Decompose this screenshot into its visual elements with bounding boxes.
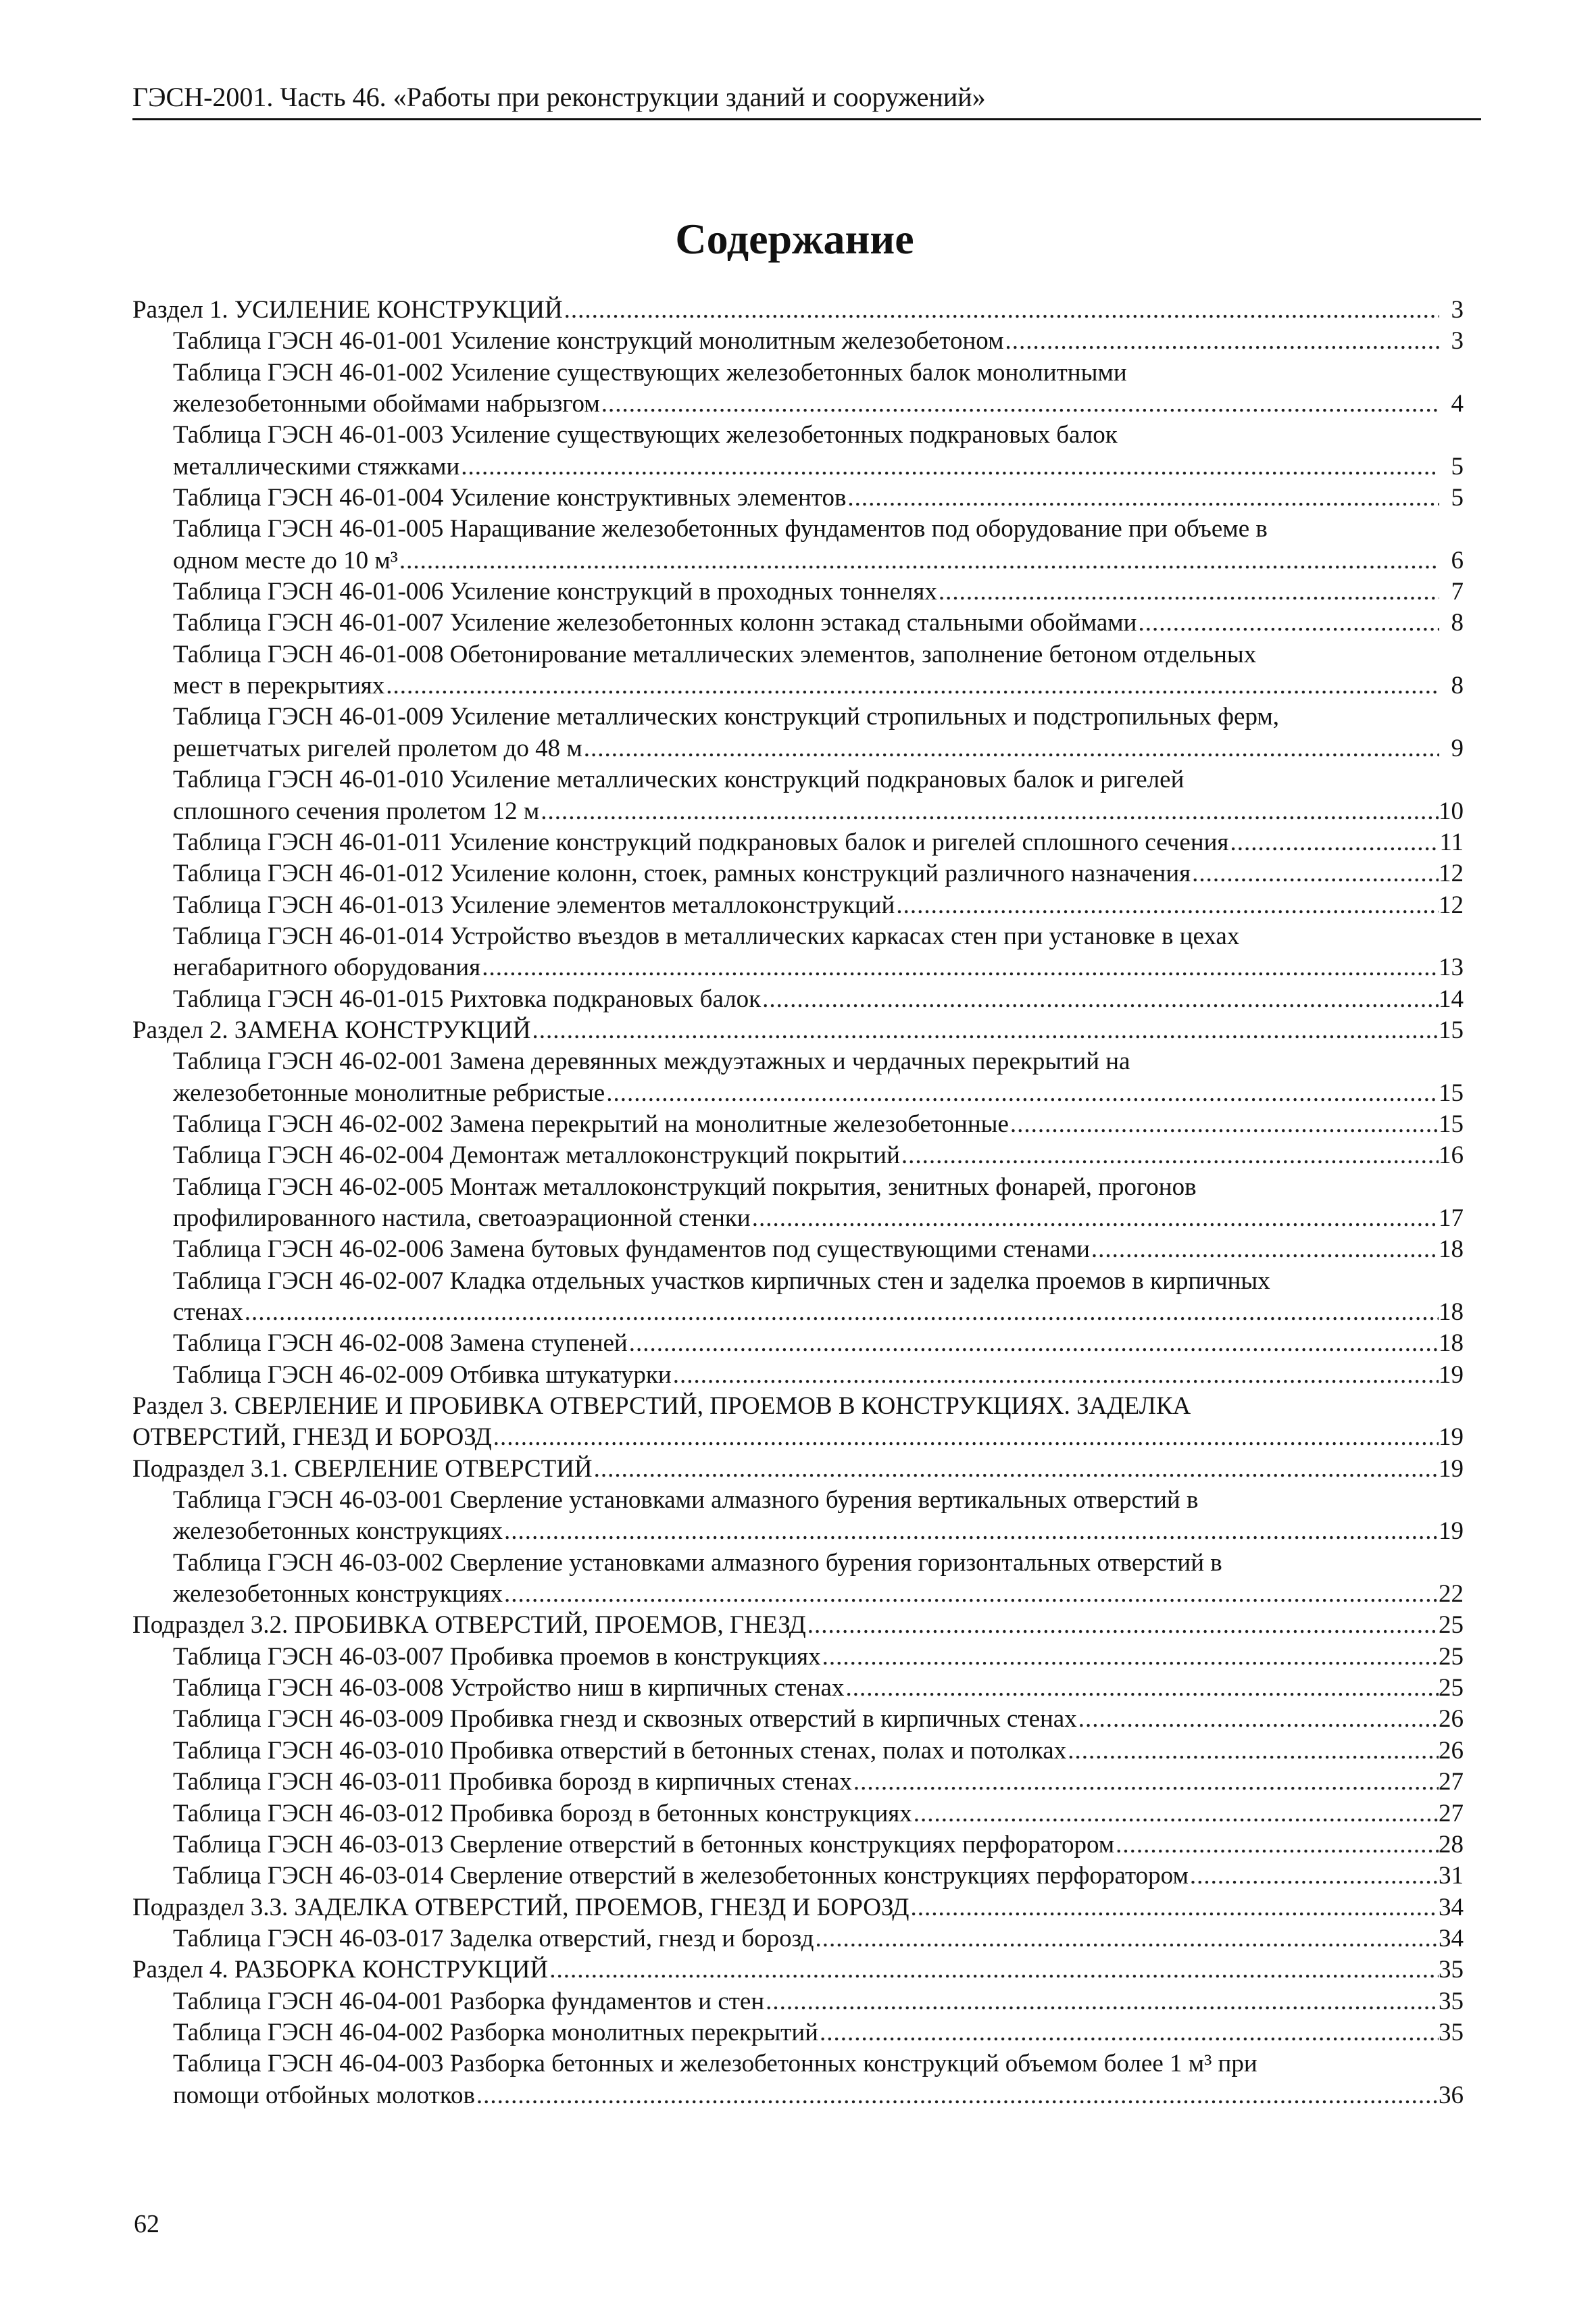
dot-leader [1090, 1234, 1439, 1265]
toc-entry-title: Таблица ГЭСН 46-03-017 Заделка отверстий, гнезд и борозд [173, 1924, 814, 1952]
toc-entry-line [132, 1610, 1464, 1641]
toc-entry-line [173, 796, 1464, 827]
toc-page-number: 15 [1439, 1079, 1464, 1107]
toc-table-entry[interactable] [132, 1234, 1464, 1265]
toc-entry-title: Подраздел 3.2. ПРОБИВКА ОТВЕРСТИЙ, ПРОЕМОВ, ГНЕЗД [132, 1611, 806, 1640]
toc-page-number: 8 [1451, 609, 1464, 637]
toc-entry-title: Таблица ГЭСН 46-01-002 Усиление существующих железобетонных балок монолитными [173, 358, 1127, 387]
toc-entry-line [173, 1203, 1464, 1234]
dot-leader [846, 483, 1439, 514]
toc-page-number: 8 [1451, 672, 1464, 700]
toc-entry-title: негабаритного оборудования [173, 954, 481, 982]
toc-entry-line [173, 326, 1464, 357]
toc-section-entry[interactable] [132, 1954, 1464, 1986]
toc-table-entry[interactable] [132, 1548, 1464, 1610]
dot-leader [398, 545, 1439, 576]
toc-section-entry[interactable] [132, 1892, 1464, 1923]
toc-page-number: 11 [1439, 828, 1464, 856]
dot-leader [764, 1986, 1439, 2017]
toc-page-number: 35 [1439, 1987, 1464, 2015]
dot-leader [895, 890, 1439, 921]
toc-entry-title: Таблица ГЭСН 46-01-006 Усиление конструкций в проходных тоннелях [173, 578, 937, 606]
toc-page-number: 5 [1451, 484, 1464, 512]
dot-leader [475, 2080, 1439, 2111]
dot-leader [852, 1767, 1439, 1798]
toc-table-entry[interactable] [132, 483, 1464, 514]
toc-page-number: 14 [1439, 985, 1464, 1013]
toc-entry-title: Таблица ГЭСН 46-01-004 Усиление конструктивных элементов [173, 484, 847, 512]
toc-page-number: 5 [1451, 452, 1464, 481]
toc-section-entry[interactable] [132, 1015, 1464, 1046]
toc-entry-line [173, 2017, 1464, 2048]
toc-entry-line [173, 420, 1464, 451]
toc-table-entry[interactable] [132, 1861, 1464, 1892]
toc-entry-title: Таблица ГЭСН 46-02-001 Замена деревянных междуэтажных и чердачных перекрытий на [173, 1048, 1130, 1076]
dot-leader [814, 1923, 1439, 1954]
toc-page-number: 3 [1451, 296, 1464, 324]
toc-table-entry[interactable] [132, 984, 1464, 1015]
toc-entry-title: Таблица ГЭСН 46-03-008 Устройство ниш в кирпичных стенах [173, 1674, 845, 1702]
toc-entry-title: помощи отбойных молотков [173, 2081, 475, 2109]
toc-page-number: 18 [1439, 1329, 1464, 1358]
dot-leader [243, 1297, 1439, 1328]
dot-leader [605, 1078, 1439, 1109]
toc-table-entry[interactable] [132, 1829, 1464, 1861]
toc-entry-title: Раздел 4. РАЗБОРКА КОНСТРУКЦИЙ [132, 1956, 549, 1984]
toc-entry-title: Таблица ГЭСН 46-03-009 Пробивка гнезд и сквозных отверстий в кирпичных стенах [173, 1705, 1077, 1733]
toc-entry-line [173, 984, 1464, 1015]
toc-page-number: 3 [1451, 327, 1464, 355]
toc-entry-line [173, 890, 1464, 921]
toc-entry-line [173, 1861, 1464, 1892]
toc-entry-line [173, 1140, 1464, 1171]
toc-entry-title: Таблица ГЭСН 46-03-012 Пробивка борозд в бетонных конструкциях [173, 1799, 912, 1827]
toc-entry-title: Таблица ГЭСН 46-01-003 Усиление существующих железобетонных подкрановых балок [173, 421, 1118, 449]
toc-entry-title: Таблица ГЭСН 46-03-007 Пробивка проемов в конструкциях [173, 1642, 821, 1671]
toc-entry-title: решетчатых ригелей пролетом до 48 м [173, 734, 582, 762]
toc-table-entry[interactable] [132, 1485, 1464, 1548]
toc-table-entry[interactable] [132, 1767, 1464, 1798]
toc-page-number: 19 [1439, 1454, 1464, 1483]
toc-entry-title: Подраздел 3.1. СВЕРЛЕНИЕ ОТВЕРСТИЙ [132, 1454, 593, 1483]
dot-leader [600, 389, 1439, 420]
toc-page-number: 28 [1439, 1830, 1464, 1858]
toc-table-entry[interactable] [132, 1642, 1464, 1673]
toc-entry-title: Таблица ГЭСН 46-01-013 Усиление элементов металлоконструкций [173, 891, 895, 919]
toc-entry-title: ОТВЕРСТИЙ, ГНЕЗД И БОРОЗД [132, 1423, 492, 1452]
toc-page-number: 27 [1439, 1799, 1464, 1827]
toc-entry-line [173, 827, 1464, 858]
toc-table-entry[interactable] [132, 514, 1464, 576]
toc-entry-line [173, 1297, 1464, 1328]
toc-section-entry[interactable] [132, 1610, 1464, 1641]
toc-entry-line [173, 1172, 1464, 1203]
toc-page-number: 27 [1439, 1768, 1464, 1796]
toc-entry-title: мест в перекрытиях [173, 672, 385, 700]
toc-entry-line [173, 1046, 1464, 1077]
running-header: ГЭСН-2001. Часть 46. «Работы при реконструкции зданий и сооружений» [132, 82, 986, 112]
toc-page-number: 15 [1439, 1016, 1464, 1044]
dot-leader [937, 576, 1439, 608]
page-number: 62 [134, 2210, 159, 2238]
toc-table-entry[interactable] [132, 2048, 1464, 2111]
dot-leader [1004, 326, 1440, 357]
toc-page-number: 22 [1439, 1580, 1464, 1608]
toc-page-number: 12 [1439, 860, 1464, 888]
dot-leader [1189, 1861, 1439, 1892]
dot-leader [563, 295, 1439, 326]
toc-page-number: 35 [1439, 1956, 1464, 1984]
toc-entry-title: Раздел 2. ЗАМЕНА КОНСТРУКЦИЙ [132, 1016, 531, 1044]
toc-table-entry[interactable] [132, 1986, 1464, 2017]
dot-leader [593, 1454, 1439, 1485]
toc-page-number: 18 [1439, 1298, 1464, 1326]
toc-page-number: 19 [1439, 1423, 1464, 1452]
dot-leader [1228, 827, 1439, 858]
dot-leader [1066, 1736, 1439, 1767]
dot-leader [821, 1642, 1439, 1673]
toc-entry-title: Раздел 1. УСИЛЕНИЕ КОНСТРУКЦИЙ [132, 296, 563, 324]
toc-entry-line [173, 451, 1464, 483]
toc-entry-line [173, 1986, 1464, 2017]
toc-entry-line [173, 670, 1464, 701]
toc-entry-line [173, 1360, 1464, 1391]
toc-page-number: 12 [1439, 891, 1464, 919]
toc-table-entry[interactable] [132, 2017, 1464, 2048]
toc-page-number: 26 [1439, 1736, 1464, 1765]
toc-entry-line [173, 1078, 1464, 1109]
toc-entry-line [173, 921, 1464, 952]
toc-table-entry[interactable] [132, 1109, 1464, 1140]
toc-entry-line [173, 1109, 1464, 1140]
toc-table-entry[interactable] [132, 1046, 1464, 1109]
toc-entry-line [173, 1767, 1464, 1798]
toc-entry-title: Таблица ГЭСН 46-01-007 Усиление железобетонных колонн эстакад стальными обоймами [173, 609, 1137, 637]
toc-entry-title: железобетонные монолитные ребристые [173, 1079, 605, 1107]
toc-entry-line [173, 764, 1464, 795]
dot-leader [503, 1579, 1439, 1610]
dot-leader [531, 1015, 1439, 1046]
toc-entry-title: Таблица ГЭСН 46-03-013 Сверление отверстий в бетонных конструкциях перфоратором [173, 1830, 1115, 1858]
toc-page-number: 25 [1439, 1611, 1464, 1640]
toc-entry-title: Таблица ГЭСН 46-03-011 Пробивка борозд в кирпичных стенах [173, 1768, 852, 1796]
toc-page-number: 17 [1439, 1204, 1464, 1232]
toc-page-number: 35 [1439, 2018, 1464, 2046]
toc-entry-title: Таблица ГЭСН 46-01-015 Рихтовка подкрановых балок [173, 985, 762, 1013]
toc-entry-line [173, 1485, 1464, 1516]
toc-entry-line [173, 1736, 1464, 1767]
toc-page-number: 10 [1439, 797, 1464, 825]
toc-table-entry[interactable] [132, 1172, 1464, 1235]
toc-entry-title: Таблица ГЭСН 46-02-008 Замена ступеней [173, 1329, 628, 1358]
dot-leader [751, 1203, 1439, 1234]
toc-entry-line [173, 2048, 1464, 2079]
toc-table-entry[interactable] [132, 358, 1464, 420]
toc-page-number: 19 [1439, 1517, 1464, 1546]
toc-entry-title: Таблица ГЭСН 46-04-003 Разборка бетонных и железобетонных конструкций объемом более 1 м³ при [173, 2050, 1257, 2078]
dot-leader [1077, 1704, 1439, 1735]
toc-page-number: 25 [1439, 1642, 1464, 1671]
toc-entry-title: железобетонными обоймами набрызгом [173, 390, 600, 418]
toc-entry-line [173, 1516, 1464, 1547]
toc-entry-line [173, 639, 1464, 670]
dot-leader [844, 1673, 1439, 1704]
dot-leader [909, 1892, 1439, 1923]
toc-table-entry[interactable] [132, 576, 1464, 608]
toc-entry-title: железобетонных конструкциях [173, 1517, 503, 1546]
dot-leader [384, 670, 1439, 701]
toc-page-number: 9 [1451, 734, 1464, 762]
toc-table-entry[interactable] [132, 1140, 1464, 1171]
dot-leader [1137, 608, 1440, 639]
toc-entry-line [132, 295, 1464, 326]
toc-table-entry[interactable] [132, 1673, 1464, 1704]
toc-page-number: 19 [1439, 1360, 1464, 1389]
toc-entry-title: железобетонных конструкциях [173, 1580, 503, 1608]
dot-leader [761, 984, 1439, 1015]
toc-entry-title: Подраздел 3.3. ЗАДЕЛКА ОТВЕРСТИЙ, ПРОЕМОВ, ГНЕЗД И БОРОЗД [132, 1893, 909, 1921]
toc-entry-title: Таблица ГЭСН 46-01-014 Устройство въездов в металлических каркасах стен при установке в цехах [173, 922, 1240, 950]
toc-entry-line [173, 1923, 1464, 1954]
toc-entry-line [173, 483, 1464, 514]
toc-page-number: 13 [1439, 954, 1464, 982]
toc-entry-title: Таблица ГЭСН 46-02-007 Кладка отдельных участков кирпичных стен и заделка проемов в кирпичных [173, 1266, 1270, 1295]
toc-page-number: 6 [1451, 546, 1464, 574]
toc-entry-title: Таблица ГЭСН 46-02-005 Монтаж металлоконструкций покрытия, зенитных фонарей, прогонов [173, 1173, 1197, 1201]
dot-leader [912, 1798, 1439, 1829]
toc-entry-title: Таблица ГЭСН 46-03-002 Сверление установками алмазного бурения горизонтальных отверстий в [173, 1548, 1222, 1577]
toc-entry-title: Раздел 3. СВЕРЛЕНИЕ И ПРОБИВКА ОТВЕРСТИЙ, ПРОЕМОВ В КОНСТРУКЦИЯХ. ЗАДЕЛКА [132, 1392, 1191, 1421]
toc-table-entry[interactable] [132, 639, 1464, 702]
toc-entry-title: Таблица ГЭСН 46-01-010 Усиление металлических конструкций подкрановых балок и ригелей [173, 766, 1184, 794]
toc-page-number: 34 [1439, 1924, 1464, 1952]
toc-entry-line [173, 1673, 1464, 1704]
toc-section-entry[interactable] [132, 1454, 1464, 1485]
toc-page-number: 4 [1451, 390, 1464, 418]
toc-entry-line [132, 1454, 1464, 1485]
toc-page-number: 25 [1439, 1674, 1464, 1702]
dot-leader [818, 2017, 1439, 2048]
toc-entry-title: Таблица ГЭСН 46-01-008 Обетонирование металлических элементов, заполнение бетоном отдельных [173, 640, 1257, 668]
toc-entry-line [173, 576, 1464, 608]
toc-entry-title: Таблица ГЭСН 46-03-001 Сверление установками алмазного бурения вертикальных отверстий в [173, 1486, 1199, 1515]
toc-page-number: 34 [1439, 1893, 1464, 1921]
toc-table-entry[interactable] [132, 701, 1464, 764]
dot-leader [1191, 858, 1439, 889]
toc-page-number: 16 [1439, 1141, 1464, 1170]
toc-entry-line [132, 1015, 1464, 1046]
toc-entry-title: Таблица ГЭСН 46-04-001 Разборка фундаментов и стен [173, 1987, 765, 2015]
toc-entry-line [173, 608, 1464, 639]
toc-entry-line [132, 1422, 1464, 1453]
toc-entry-line [173, 358, 1464, 389]
toc-entry-line [173, 858, 1464, 889]
toc-table-entry[interactable] [132, 921, 1464, 984]
toc-table-entry[interactable] [132, 764, 1464, 827]
toc-entry-line [173, 1234, 1464, 1265]
dot-leader [539, 796, 1439, 827]
toc-entry-line [173, 1642, 1464, 1673]
toc-page-number: 15 [1439, 1110, 1464, 1138]
dot-leader [459, 451, 1439, 483]
toc-entry-title: Таблица ГЭСН 46-03-010 Пробивка отверстий в бетонных стенах, полах и потолках [173, 1736, 1067, 1765]
toc-section-entry[interactable] [132, 295, 1464, 326]
toc-entry-title: стенах [173, 1298, 243, 1326]
toc-entry-line [173, 1548, 1464, 1579]
dot-leader [480, 952, 1439, 983]
toc-entry-title: одном месте до 10 м³ [173, 546, 398, 574]
dot-leader [503, 1516, 1439, 1547]
toc-entry-line [132, 1391, 1464, 1422]
toc-entry-line [173, 1798, 1464, 1829]
toc-table-entry[interactable] [132, 326, 1464, 357]
dot-leader [582, 733, 1439, 764]
toc-table-entry[interactable] [132, 1736, 1464, 1767]
toc-entry-title: Таблица ГЭСН 46-01-005 Наращивание железобетонных фундаментов под оборудование при объеме в [173, 515, 1268, 543]
toc-table-entry[interactable] [132, 608, 1464, 639]
toc-table-entry[interactable] [132, 1360, 1464, 1391]
toc-entry-line [132, 1892, 1464, 1923]
toc-entry-title: Таблица ГЭСН 46-02-004 Демонтаж металлоконструкций покрытий [173, 1141, 900, 1170]
dot-leader [806, 1610, 1439, 1641]
toc-page-number: 26 [1439, 1705, 1464, 1733]
toc-entry-title: металлическими стяжками [173, 452, 460, 481]
toc-entry-line [173, 1579, 1464, 1610]
toc-page-number: 18 [1439, 1235, 1464, 1264]
toc-entry-title: сплошного сечения пролетом 12 м [173, 797, 540, 825]
toc-page-number: 36 [1439, 2081, 1464, 2109]
toc-table-entry[interactable] [132, 420, 1464, 483]
dot-leader [628, 1328, 1439, 1359]
toc-entry-line [173, 1328, 1464, 1359]
toc-entry-title: Таблица ГЭСН 46-01-012 Усиление колонн, стоек, рамных конструкций различного назначения [173, 860, 1191, 888]
page-title: Содержание [675, 215, 914, 263]
dot-leader [672, 1360, 1439, 1391]
toc-entry-title: Таблица ГЭСН 46-01-001 Усиление конструкций монолитным железобетоном [173, 327, 1004, 355]
toc-table-entry[interactable] [132, 1798, 1464, 1829]
toc-entry-title: Таблица ГЭСН 46-02-002 Замена перекрытий на монолитные железобетонные [173, 1110, 1009, 1138]
toc-table-entry[interactable] [132, 1328, 1464, 1359]
toc-entry-title: профилированного настила, светоаэрационной стенки [173, 1204, 751, 1232]
toc-table-entry[interactable] [132, 1266, 1464, 1329]
toc-entry-line [173, 733, 1464, 764]
toc-entry-title: Таблица ГЭСН 46-04-002 Разборка монолитных перекрытий [173, 2018, 818, 2046]
toc-entry-line [173, 2080, 1464, 2111]
dot-leader [548, 1954, 1439, 1986]
dot-leader [492, 1422, 1439, 1453]
toc-table-entry[interactable] [132, 1704, 1464, 1735]
toc-entry-line [173, 952, 1464, 983]
toc-table-entry[interactable] [132, 858, 1464, 889]
toc-entry-title: Таблица ГЭСН 46-03-014 Сверление отверстий в железобетонных конструкциях перфоратором [173, 1862, 1189, 1890]
dot-leader [1114, 1829, 1439, 1861]
dot-leader [1009, 1109, 1439, 1140]
toc-entry-line [173, 545, 1464, 576]
toc-entry-line [173, 1704, 1464, 1735]
toc-table-entry[interactable] [132, 827, 1464, 858]
toc-entry-title: Таблица ГЭСН 46-02-009 Отбивка штукатурки [173, 1360, 672, 1389]
toc-page-number: 7 [1451, 578, 1464, 606]
toc-entry-title: Таблица ГЭСН 46-01-009 Усиление металлических конструкций стропильных и подстропильных ферм, [173, 703, 1280, 731]
toc-section-entry[interactable] [132, 1391, 1464, 1454]
toc-entry-title: Таблица ГЭСН 46-01-011 Усиление конструкций подкрановых балок и ригелей сплошного сечения [173, 828, 1229, 856]
toc-entry-line [173, 1829, 1464, 1861]
table-of-contents [132, 295, 1464, 2111]
toc-entry-title: Таблица ГЭСН 46-02-006 Замена бутовых фундаментов под существующими стенами [173, 1235, 1090, 1264]
dot-leader [900, 1140, 1439, 1171]
toc-table-entry[interactable] [132, 890, 1464, 921]
toc-entry-line [173, 389, 1464, 420]
toc-entry-line [173, 701, 1464, 733]
toc-table-entry[interactable] [132, 1923, 1464, 1954]
toc-entry-line [173, 514, 1464, 545]
toc-page-number: 31 [1439, 1862, 1464, 1890]
toc-entry-line [132, 1954, 1464, 1986]
toc-entry-line [173, 1266, 1464, 1297]
header-rule [132, 118, 1481, 120]
